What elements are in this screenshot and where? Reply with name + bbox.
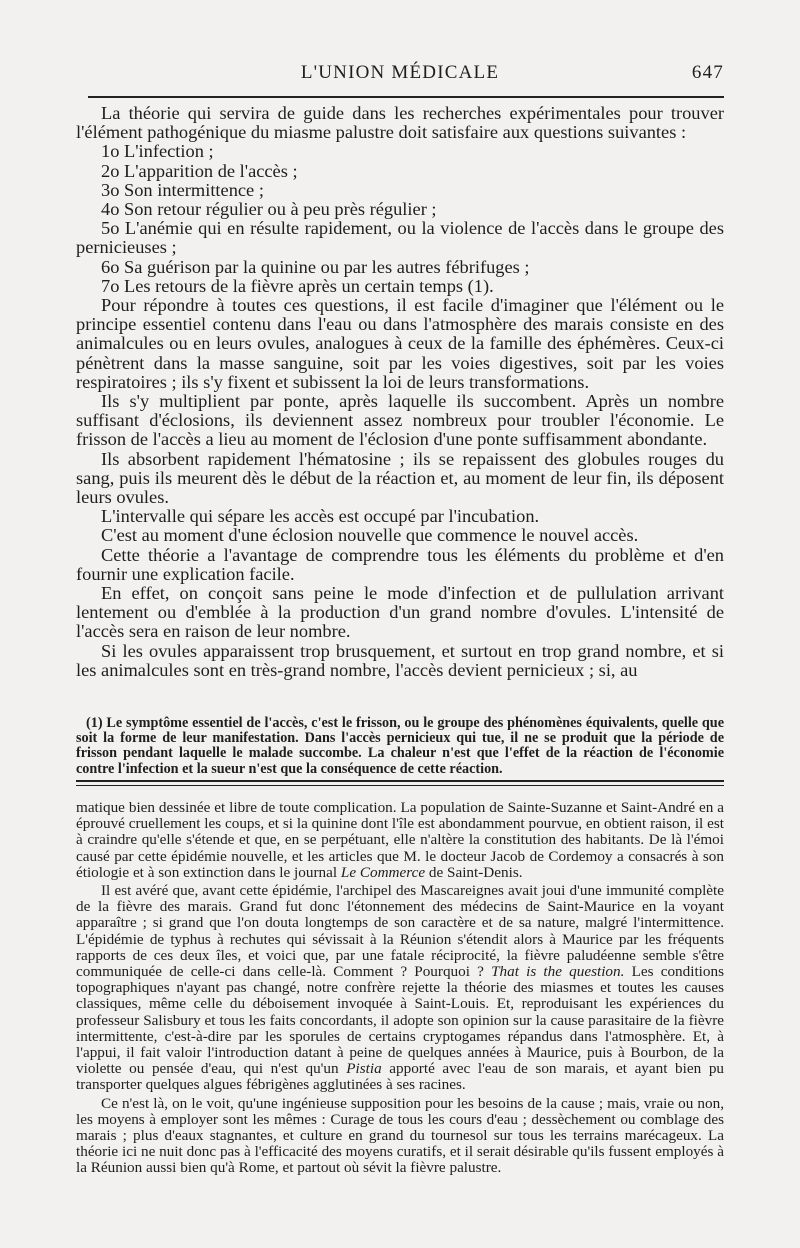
- page-number: 647: [691, 62, 724, 83]
- list-item: 6o Sa guérison par la quinine ou par les autres fébrifuges ;: [101, 256, 530, 277]
- body-paragraph: Pour répondre à toutes ces questions, il est facile d'imaginer que l'élément ou le principe essentiel contenu dans l'eau ou dans l'atmosphère des marais consiste en des animalcules ou en leurs ovules, analogues à ceux de la famille des éphémères. Ceux-ci pénètrent dans la masse sanguine, soit par les voies digestives, soit par les voies respiratoires ; ils s'y fixent et subissent la loi de leurs transformations.: [76, 295, 724, 392]
- footnote: [76, 716, 724, 777]
- list-item: 5o L'anémie qui en résulte rapidement, ou la violence de l'accès dans le groupe des pernicieuses ;: [76, 218, 724, 258]
- intro-paragraph: La théorie qui servira de guide dans les recherches expérimentales pour trouver l'élément pathogénique du miasme palustre doit satisfaire aux questions suivantes :: [76, 103, 724, 143]
- list-item: 2o L'apparition de l'accès ;: [101, 160, 298, 181]
- section-separator: [76, 780, 724, 786]
- body-paragraph: Ils absorbent rapidement l'hématosine ; ils se repaissent des globules rouges du sang, puis ils meurent dès le début de la réaction et, au moment de leur fin, ils déposent leurs ovules.: [76, 448, 724, 508]
- list-item: 4o Son retour régulier ou à peu près régulier ;: [101, 199, 437, 220]
- lower-article: [76, 800, 724, 1177]
- body-paragraph: matique bien dessinée et libre de toute complication. La population de Sainte-Suzanne et Saint-André en a éprouvé cruellement les coups, et si la quinine dont l'île est abondamment pourvue, en obtient raison, il est à craindre qu'elle s'étende et que, en se perpétuant, elle n'altère la constitution des habitants. De là l'émoi causé par cette épidémie nouvelle, et les articles que M. le docteur Jacob de Cordemoy a consacrés à son étiologie et à son extinction dans le journal Le Commerce de Saint-Denis.: [76, 799, 724, 881]
- body-paragraph: Cette théorie a l'avantage de comprendre tous les éléments du problème et d'en fournir une explication facile.: [76, 544, 724, 584]
- header-rule: [88, 96, 724, 98]
- journal-name: Le Commerce: [340, 863, 426, 881]
- journal-title: L'UNION MÉDICALE: [300, 62, 500, 83]
- body-paragraph: Si les ovules apparaissent trop brusquement, et surtout en trop grand nombre, et si les animalcules sont en très-grand nombre, l'accès devient pernicieux ; si, au: [76, 640, 724, 680]
- body-paragraph: C'est au moment d'une éclosion nouvelle que commence le nouvel accès.: [101, 525, 639, 546]
- body-paragraph: L'intervalle qui sépare les accès est occupé par l'incubation.: [101, 506, 540, 527]
- list-item: 3o Son intermittence ;: [101, 179, 264, 200]
- upper-article: [76, 104, 724, 680]
- running-head: [0, 62, 800, 88]
- list-item: 1o L'infection ;: [101, 141, 214, 162]
- footnote-text: (1) Le symptôme essentiel de l'accès, c'est le frisson, ou le groupe des phénomènes équivalents, quelle que soit la forme de leur manifestation. Dans l'accès pernicieux qui tue, il ne se produit que la période de frisson pendant laquelle le malade succombe. La chaleur n'est que l'effet de la réaction de l'économie contre l'infection et la sueur n'est que la conséquence de cette réaction.: [76, 715, 724, 777]
- body-paragraph: Il est avéré que, avant cette épidémie, l'archipel des Mascareignes avait joui d'une immunité complète de la fièvre des marais. Grand fut donc l'étonnement des médecins de Saint-Maurice en la voyant apparaître ; si grand que l'on douta longtemps de son caractère et de sa nature, malgré l'intermittence. L'épidémie de typhus à rechutes qui sévissait à la Réunion s'étendit alors à Maurice par les fréquents rapports de ces deux îles, et voici que, par une fatale réciprocité, la fièvre paludéenne semble s'être communiquée de celle-ci dans celle-là. Comment ? Pourquoi ? That is the question. Les conditions topographiques n'ayant pas changé, notre confrère rejette la théorie des miasmes et toutes les causes classiques, même celle du déboisement invoquée à Saint-Louis. Et, reproduisant les expériences du professeur Salisbury et tous les faits concordants, il adopte son opinion sur la cause parasitaire de la fièvre intermittente, c'est-à-dire par les sporules de certains cryptogames répandus dans l'atmosphère. Et, à l'appui, il fait valoir l'introduction datant à peine de quelques années à Maurice, puis à Bourbon, de la violette ou pensée d'eau, qui n'est qu'un Pistia apporté avec l'eau de son marais, et ayant bien pu transporter quelques algues fébrigènes agglutinées à ses racines.: [76, 882, 725, 1094]
- body-paragraph: En effet, on conçoit sans peine le mode d'infection et de pullulation arrivant lentement ou d'emblée à la production d'un grand nombre d'ovules. L'intensité de l'accès sera en raison de leur nombre.: [76, 583, 724, 642]
- body-paragraph: Ils s'y multiplient par ponte, après laquelle ils succombent. Après un nombre suffisant d'éclosions, ils deviennent assez nombreux pour troubler l'économie. Le frisson de l'accès a lieu au moment de l'éclosion d'une ponte suffisamment abondante.: [76, 391, 724, 450]
- list-item: 7o Les retours de la fièvre après un certain temps (1).: [101, 275, 494, 296]
- plant-name: Pistia: [346, 1060, 382, 1078]
- quotation: That is the question.: [491, 963, 625, 981]
- body-paragraph: Ce n'est là, on le voit, qu'une ingénieuse supposition pour les besoins de la cause ; mais, vraie ou non, les moyens à employer sont les mêmes : Curage de tous les cours d'eau ; dessèchement ou comblage des marais ; plus d'eaux stagnantes, et culture en grand du tournesol sur tous les terrains marécageux. La théorie ici ne nuit donc pas à l'efficacité des moyens curatifs, et il serait désirable qu'ils fussent employés à la Réunion aussi bien qu'à Rome, et partout où sévit la fièvre palustre.: [76, 1094, 724, 1177]
